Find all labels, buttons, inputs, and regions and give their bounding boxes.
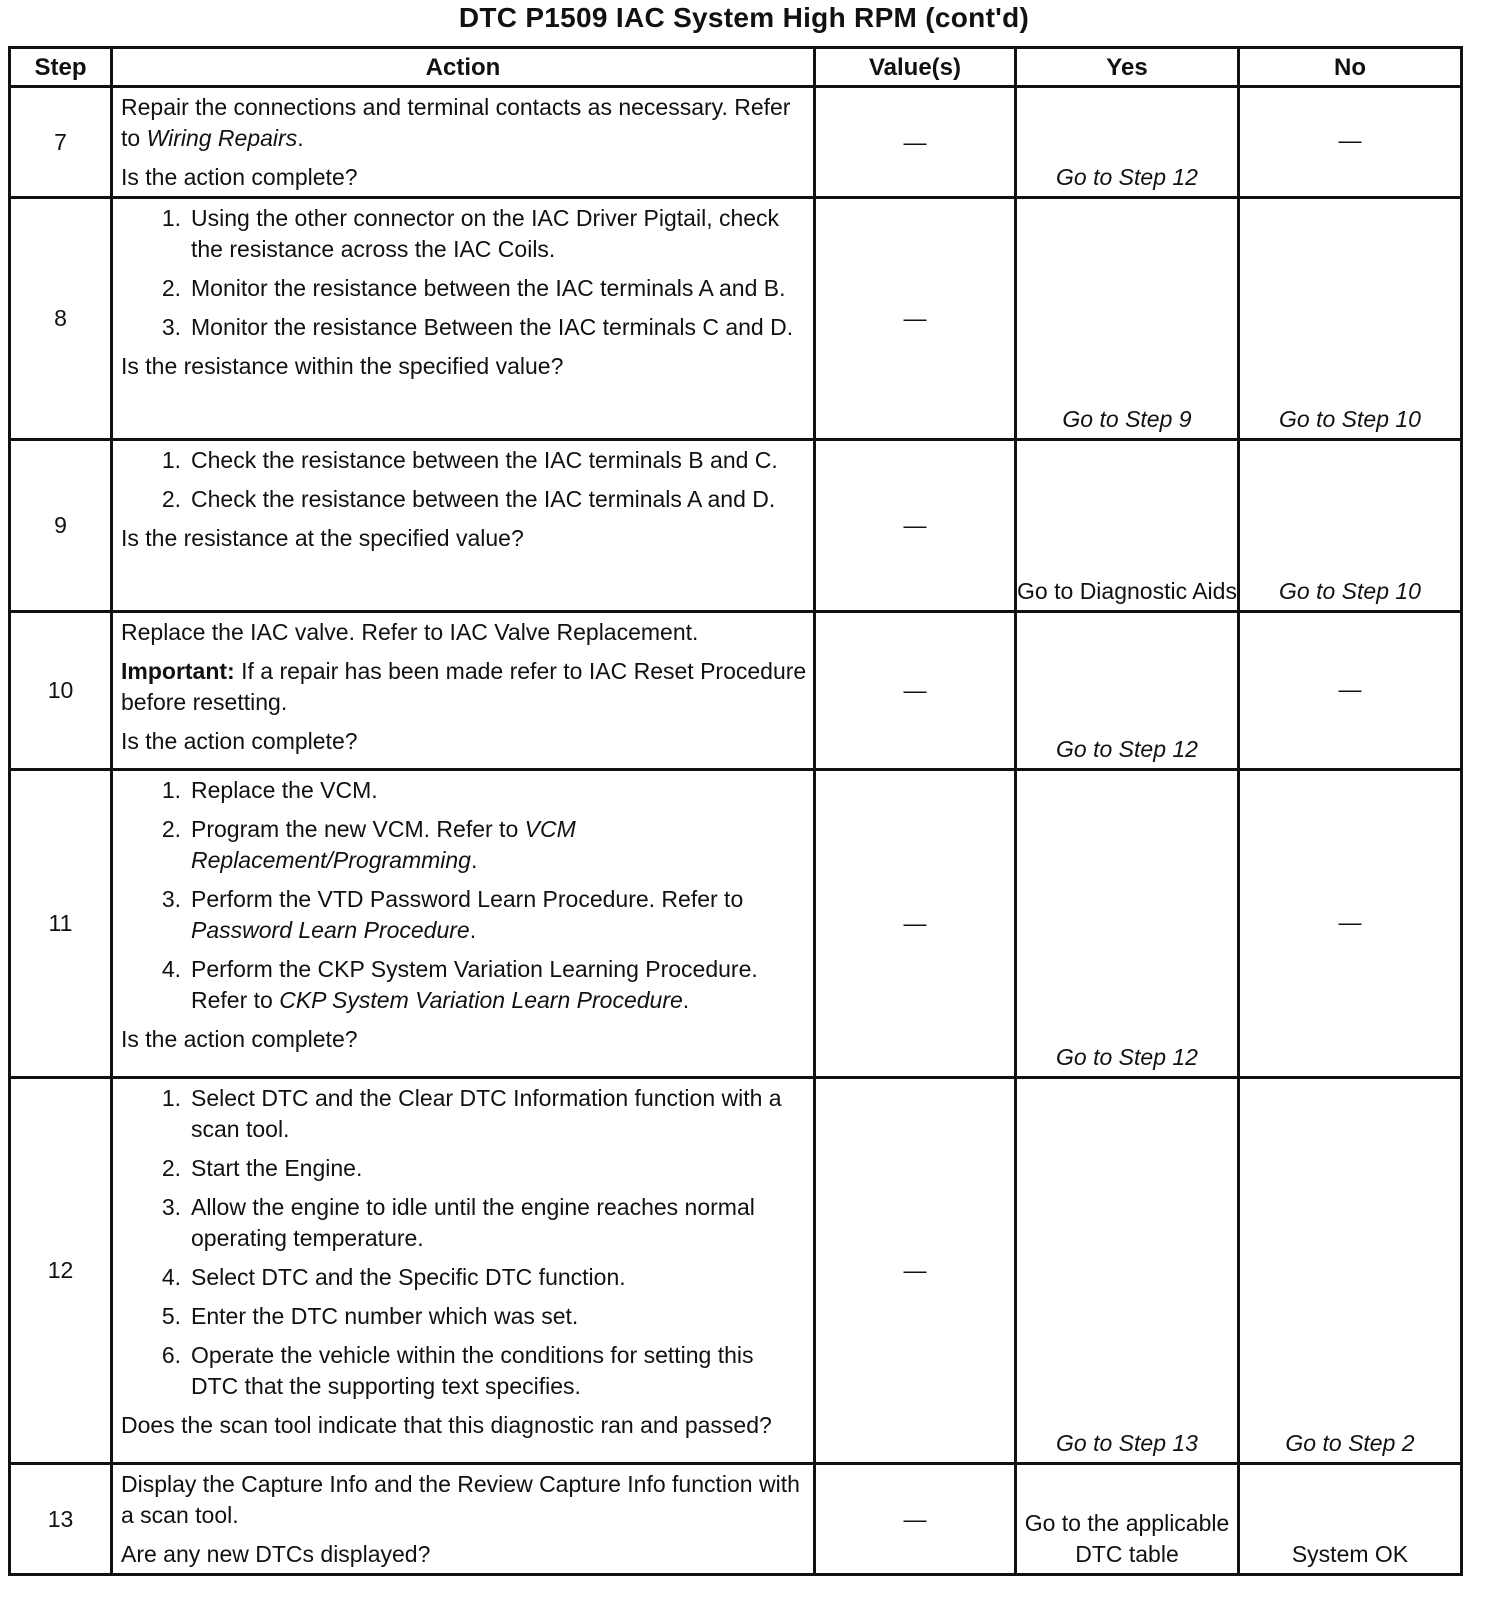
value-cell: — xyxy=(815,87,1016,198)
action-question: Is the action complete? xyxy=(121,164,358,190)
yes-cell: Go to Step 13 xyxy=(1016,1078,1239,1464)
reference-link: CKP System Variation Learn Procedure xyxy=(279,987,683,1013)
table-row xyxy=(10,198,1462,440)
list-item: 3. Monitor the resistance Between the IAC terminals C and D. xyxy=(161,314,794,340)
table-row xyxy=(10,1078,1462,1464)
step-number: 7 xyxy=(10,87,112,198)
table-row xyxy=(10,440,1462,612)
diagnostic-table xyxy=(8,46,1463,1576)
procedure-list xyxy=(121,1083,807,1402)
no-cell: — xyxy=(1239,612,1462,770)
action-question: Is the action complete? xyxy=(121,1026,358,1052)
value-cell: — xyxy=(815,612,1016,770)
yes-cell: Go to the applicable DTC table xyxy=(1016,1464,1239,1575)
header-row xyxy=(10,48,1462,87)
step-number: 12 xyxy=(10,1078,112,1464)
no-cell: Go to Step 10 xyxy=(1239,440,1462,612)
procedure-list xyxy=(121,775,807,1016)
header-action: Action xyxy=(112,48,815,87)
action-cell xyxy=(112,612,815,770)
action-cell xyxy=(112,440,815,612)
header-yes: Yes xyxy=(1016,48,1239,87)
value-cell: — xyxy=(815,1078,1016,1464)
yes-cell: Go to Step 9 xyxy=(1016,198,1239,440)
list-item: 4. Perform the CKP System Variation Learning Procedure. Refer to CKP System Variation Learn Procedure. xyxy=(161,956,758,1013)
value-cell: — xyxy=(815,770,1016,1078)
action-cell xyxy=(112,1078,815,1464)
no-cell: — xyxy=(1239,87,1462,198)
header-values: Value(s) xyxy=(815,48,1016,87)
list-item: 2. Start the Engine. xyxy=(161,1155,363,1181)
list-item: 4. Select DTC and the Specific DTC function. xyxy=(161,1264,626,1290)
list-item: 1. Select DTC and the Clear DTC Information function with a scan tool. xyxy=(161,1085,782,1142)
value-cell: — xyxy=(815,440,1016,612)
action-text: Display the Capture Info and the Review Capture Info function with a scan tool. xyxy=(121,1471,800,1528)
action-question: Does the scan tool indicate that this diagnostic ran and passed? xyxy=(121,1412,772,1438)
list-item: 3. Allow the engine to idle until the engine reaches normal operating temperature. xyxy=(161,1194,755,1251)
step-number: 11 xyxy=(10,770,112,1078)
header-step: Step xyxy=(10,48,112,87)
reference-link: Password Learn Procedure xyxy=(191,917,470,943)
list-item: 1. Check the resistance between the IAC terminals B and C. xyxy=(161,447,778,473)
no-cell: — xyxy=(1239,770,1462,1078)
yes-cell: Go to Step 12 xyxy=(1016,770,1239,1078)
important-note: Important: If a repair has been made refer to IAC Reset Procedure before resetting. xyxy=(121,658,807,715)
list-item: 1. Replace the VCM. xyxy=(161,777,378,803)
list-item: 6. Operate the vehicle within the conditions for setting this DTC that the supporting text specifies. xyxy=(161,1342,754,1399)
step-number: 8 xyxy=(10,198,112,440)
list-item: 3. Perform the VTD Password Learn Procedure. Refer to Password Learn Procedure. xyxy=(161,886,744,943)
value-cell: — xyxy=(815,198,1016,440)
no-cell: Go to Step 10 xyxy=(1239,198,1462,440)
action-cell xyxy=(112,770,815,1078)
header-no: No xyxy=(1239,48,1462,87)
action-cell xyxy=(112,1464,815,1575)
action-text: Replace the IAC valve. Refer to IAC Valve Replacement. xyxy=(121,619,699,645)
action-question: Is the resistance within the specified value? xyxy=(121,353,564,379)
step-number: 9 xyxy=(10,440,112,612)
step-number: 10 xyxy=(10,612,112,770)
list-item: 5. Enter the DTC number which was set. xyxy=(161,1303,579,1329)
list-item: 1. Using the other connector on the IAC Driver Pigtail, check the resistance across the IAC Coils. xyxy=(161,205,780,262)
action-text: Repair the connections and terminal contacts as necessary. Refer to Wiring Repairs. xyxy=(121,94,791,151)
yes-cell: Go to Step 12 xyxy=(1016,612,1239,770)
step-number: 13 xyxy=(10,1464,112,1575)
table-row xyxy=(10,770,1462,1078)
reference-link: VCM Replacement/Programming xyxy=(191,816,576,873)
value-cell: — xyxy=(815,1464,1016,1575)
action-cell xyxy=(112,198,815,440)
table-row xyxy=(10,1464,1462,1575)
no-cell: Go to Step 2 xyxy=(1239,1078,1462,1464)
reference-link: Wiring Repairs xyxy=(146,125,298,151)
yes-cell: Go to Step 12 xyxy=(1016,87,1239,198)
list-item: 2. Program the new VCM. Refer to VCM Replacement/Programming. xyxy=(161,816,576,873)
list-item: 2. Monitor the resistance between the IAC terminals A and B. xyxy=(161,275,786,301)
procedure-list xyxy=(121,203,807,343)
list-item: 2. Check the resistance between the IAC terminals A and D. xyxy=(161,486,776,512)
table-row xyxy=(10,612,1462,770)
action-question: Is the action complete? xyxy=(121,728,358,754)
yes-cell: Go to Diagnostic Aids xyxy=(1016,440,1239,612)
action-question: Is the resistance at the specified value? xyxy=(121,525,524,551)
important-label: Important: xyxy=(121,658,235,684)
page-title: DTC P1509 IAC System High RPM (cont'd) xyxy=(458,2,1030,33)
table-row xyxy=(10,87,1462,198)
no-cell: System OK xyxy=(1239,1464,1462,1575)
action-question: Are any new DTCs displayed? xyxy=(121,1541,431,1567)
procedure-list xyxy=(121,445,807,515)
action-cell xyxy=(112,87,815,198)
